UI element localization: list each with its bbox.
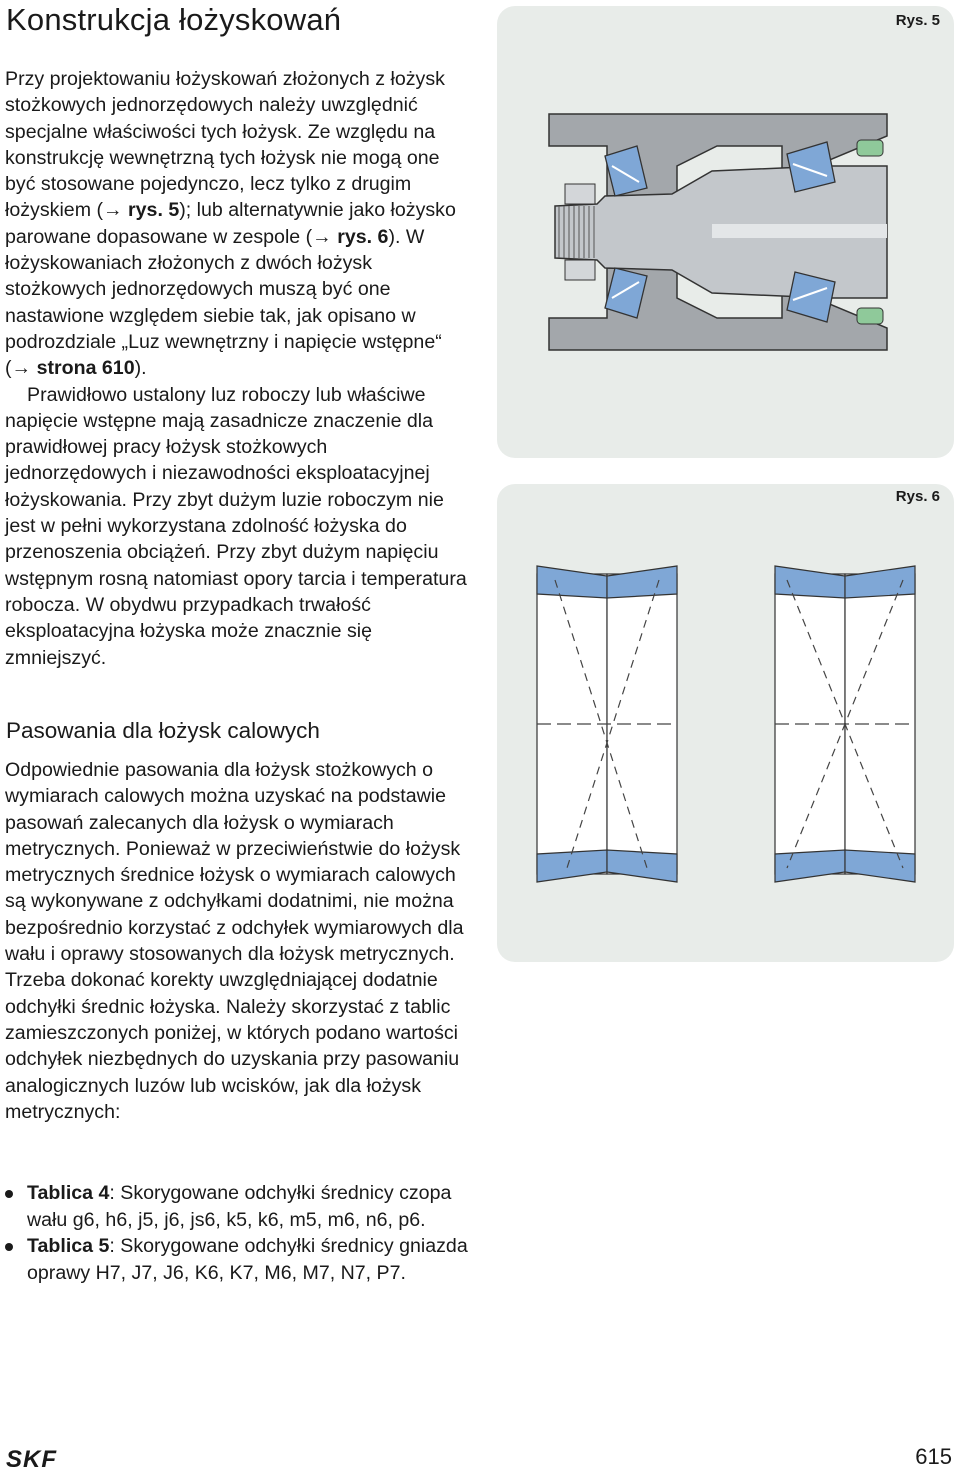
table-reference-list bbox=[5, 1180, 475, 1286]
list-item: Tablica 4: Skorygowane odchyłki średnicy czopa wału g6, h6, j5, j6, js6, k5, k6, m5, m6, n6, p6. bbox=[5, 1180, 475, 1233]
arrow-right-icon: → bbox=[312, 225, 332, 248]
table-ref-link[interactable]: Tablica 4 bbox=[27, 1182, 110, 1204]
bullet-icon bbox=[5, 1190, 13, 1198]
nut-bottom bbox=[565, 260, 595, 280]
ref-link-rys6[interactable]: rys. 6 bbox=[337, 225, 389, 248]
figure-5-label: Rys. 5 bbox=[895, 12, 940, 29]
arrow-right-icon: → bbox=[11, 357, 32, 380]
figure-5-panel bbox=[497, 6, 954, 458]
paragraph-3: Odpowiednie pasowania dla łożysk stożkowych o wymiarach calowych można uzyskać na podstawie pasowań zalecanych dla łożysk o wymiarach metrycznych. Ponieważ w przeciwieństwie do łożysk metrycznych średnice łożysk o wymiarach calowych są wykonywane z odchyłkami dodatnimi, nie można bezpośrednio korzystać z odchyłek wymiarowych dla wału i oprawy stosowanych dla łożysk metrycznych. Trzeba dokonać korekty uwzględniającej dodatnie odchyłki średnic łożyska. Należy skorzystać z tablic zamieszczonych poniżej, w których podano wartości odchyłek niezbędnych do uzyskania przy pasowaniu analogicznych luzów lub wcisków, jak dla łożysk metrycznych: bbox=[5, 759, 464, 1123]
figure-6-panel bbox=[497, 484, 954, 962]
section-2-text bbox=[5, 757, 467, 1125]
ref-link-page-610[interactable]: strona 610 bbox=[36, 357, 135, 380]
arrow-right-icon: → bbox=[102, 199, 123, 222]
shaft-highlight bbox=[712, 224, 887, 238]
list-item: Tablica 5: Skorygowane odchyłki średnicy gniazda oprawy H7, J7, J6, K6, K7, M6, M7, N7, P7. bbox=[5, 1233, 475, 1286]
section-1-text bbox=[5, 66, 467, 671]
bullet-icon bbox=[5, 1243, 13, 1251]
figure-6-label: Rys. 6 bbox=[895, 488, 940, 505]
figure-5-drawing bbox=[497, 6, 954, 458]
ref-link-rys5[interactable]: rys. 5 bbox=[128, 199, 180, 222]
figure-6-drawing bbox=[497, 484, 954, 962]
section-heading: Pasowania dla łożysk calowych bbox=[6, 718, 320, 743]
bearing-pair-right bbox=[775, 566, 915, 882]
bearing-pair-left bbox=[537, 566, 677, 882]
paragraph-1: Przy projektowaniu łożyskowań złożonych z łożysk stożkowych jednorzędowych należy uwzględnić specjalne właściwości tych łożysk. Ze względu na konstrukcję wewnętrzną tych łożysk nie mogą one być stosowane pojedynczo, lecz tylko z drugim łożyskiem (→ rys. 5); lub alternatywnie jako łożysko parowane dopasowane w zespole (→ rys. 6). W łożyskowaniach złożonych z dwóch łożysk stożkowych jednorzędowych muszą być one nastawione względem siebie tak, jak opisano w podrozdziale „Luz wewnętrzny i napięcie wstępne“ (→ strona 610). bbox=[5, 68, 456, 380]
nut-top bbox=[565, 184, 595, 204]
paragraph-2: Prawidłowo ustalony luz roboczy lub właściwe napięcie wstępne mają zasadnicze znaczenie dla prawidłowej pracy łożysk stożkowych jednorzędowych i niezawodności eksploatacyjnej łożyskowania. Przy zbyt dużym luzie roboczym nie jest w pełni wykorzystana zdolność łożyska do przenoszenia obciążeń. Przy zbyt dużym napięciu wstępnym rosną natomiast opory tarcia i temperatura robocza. W obydwu przypadkach trwałość eksploatacyjna łożyska może znacznie się zmniejszyć. bbox=[5, 383, 467, 669]
skf-logo: SKF bbox=[6, 1446, 57, 1473]
seal-top bbox=[857, 140, 883, 156]
page-title: Konstrukcja łożyskowań bbox=[6, 2, 342, 37]
page-number: 615 bbox=[915, 1444, 952, 1469]
table-ref-link[interactable]: Tablica 5 bbox=[27, 1235, 110, 1257]
seal-bottom bbox=[857, 308, 883, 324]
